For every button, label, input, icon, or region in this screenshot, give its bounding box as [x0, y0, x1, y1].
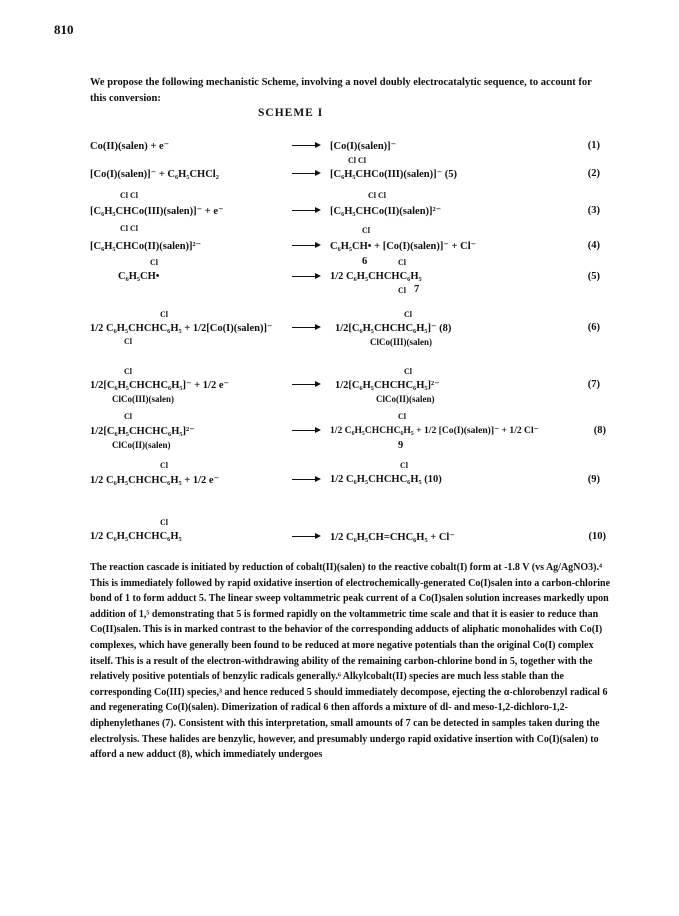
eq9-number: (9) — [587, 474, 600, 485]
eq7-number: (7) — [587, 379, 600, 390]
reaction-arrow-icon — [290, 531, 320, 542]
eq2-rhs: [C₆H₅CHCo(III)(salen)]⁻ (5) — [330, 169, 458, 180]
eq5-rhs-cl-substituent: Cl — [398, 258, 406, 267]
eq4-number: (4) — [587, 240, 600, 251]
eq7-lhs-clco3: ClCo(III)(salen) — [112, 394, 174, 404]
eq5-rhs: 1/2 C₆H₅CHCHC₆H₅ — [330, 271, 422, 282]
reaction-arrow-icon — [290, 425, 320, 436]
eq10-number: (10) — [588, 531, 606, 542]
compound-9-label: 9 — [398, 440, 404, 451]
eq5-lhs: C₆H₅CH• — [118, 271, 160, 282]
compound-7-label: 7 — [414, 284, 420, 295]
eq1-number: (1) — [587, 140, 600, 151]
eq9-rhs-cl-substituent: Cl — [400, 461, 408, 470]
eq4-lhs-cl-substituents: Cl Cl — [120, 224, 138, 233]
eq8-number: (8) — [593, 425, 606, 436]
eq9-rhs: 1/2 C₆H₅CHCHC₆H₅ (10) — [330, 474, 442, 485]
eq8-rhs-cl-substituent: Cl — [398, 412, 406, 421]
eq4-rhs: C₆H₅CH• + [Co(I)(salen)]⁻ + Cl⁻ — [330, 241, 477, 252]
page-number: 810 — [54, 22, 74, 37]
eq3-number: (3) — [587, 205, 600, 216]
eq6-rhs-cl-substituent: Cl — [404, 310, 412, 319]
eq10-lhs-cl-substituent: Cl — [160, 518, 168, 527]
eq5-number: (5) — [587, 271, 600, 282]
eq5-lhs-cl-substituent: Cl — [150, 258, 158, 267]
body-paragraph: The reaction cascade is initiated by reduction of cobalt(II)(salen) to the reactive cobalt(I) form at -1.8 V (vs Ag/AgNO3).⁴ This is immediately followed by rapid oxidative insertion of electrochemically-generated Co(I)salen into a carbon-chlorine bond of 1 to form adduct 5. The linear sweep voltammetric peak current of a Co(I)salen solution increases markedly upon addition of 1,⁵ demonstrating that 5 is formed rapidly on the voltammetric time scale and that it is easier to reduce than Co(II)salen. This is in marked contrast to the behavior of the corresponding adducts of aliphatic monohalides with Co(I) complexes, which have generally been found to be reduced at more negative potentials than the original Co(I) complex itself. This is a result of the electron-withdrawing ability of the remaining carbon-chlorine bond in 5, together with the relatively positive potentials of benzylic radicals generally.⁶ Alkylcobalt(II) species are much less stable than the corresponding Co(III) species,³ and hence reduced 5 should immediately decompose, ejecting the α-chlorobenzyl radical 6 and regenerating Co(I)(salen). Dimerization of radical 6 then affords a mixture of dl- and meso-1,2-dichloro-1,2-diphenylethanes (7). Consistent with this interpretation, small amounts of 7 can be detected in samples taken during the electrolysis. These halides are benzylic, however, and presumably undergo rapid oxidative insertion with Co(I)(salen) to afford a new adduct (8), which immediately undergoes — [90, 562, 611, 761]
eq8-lhs-clco2: ClCo(II)(salen) — [112, 440, 171, 450]
eq2-cl-substituents: Cl Cl — [348, 156, 366, 165]
eq7-rhs-cl-substituent: Cl — [404, 367, 412, 376]
compound-6-label: 6 — [362, 256, 368, 267]
eq10-rhs: 1/2 C₆H₅CH=CHC₆H₅ + Cl⁻ — [330, 532, 455, 543]
eq2-number: (2) — [587, 168, 600, 179]
reaction-arrow-icon — [290, 168, 320, 179]
eq6-lhs: 1/2 C₆H₅CHCHC₆H₅ + 1/2[Co(I)(salen)]⁻ — [90, 323, 273, 334]
eq9-lhs: 1/2 C₆H₅CHCHC₆H₅ + 1/2 e⁻ — [90, 475, 220, 486]
eq10-lhs: 1/2 C₆H₅CHCHC₆H₅ — [90, 531, 182, 542]
eq7-lhs-cl-substituent: Cl — [124, 367, 132, 376]
eq8-lhs: 1/2[C₆H₅CHCHC₆H₅]²⁻ — [90, 426, 195, 437]
reaction-arrow-icon — [290, 240, 320, 251]
reaction-arrow-icon — [290, 205, 320, 216]
eq3-lhs: [C₆H₅CHCo(III)(salen)]⁻ + e⁻ — [90, 206, 224, 217]
reaction-arrow-icon — [290, 271, 320, 282]
eq3-lhs-cl-substituents: Cl Cl — [120, 191, 138, 200]
eq9-lhs-cl-substituent: Cl — [160, 461, 168, 470]
eq1-lhs: Co(II)(salen) + e⁻ — [90, 141, 170, 152]
eq6-rhs-clco3: ClCo(III)(salen) — [370, 337, 432, 347]
intro-paragraph: We propose the following mechanistic Scheme, involving a novel doubly electrocatalytic sequence, to account for this conversion: — [90, 77, 592, 104]
eq3-rhs: [C₆H₅CHCo(II)(salen)]²⁻ — [330, 206, 442, 217]
eq8-lhs-cl-substituent: Cl — [124, 412, 132, 421]
eq4-lhs: [C₆H₅CHCo(II)(salen)]²⁻ — [90, 241, 202, 252]
eq1-rhs: [Co(I)(salen)]⁻ — [330, 141, 397, 152]
eq7-lhs: 1/2[C₆H₅CHCHC₆H₅]⁻ + 1/2 e⁻ — [90, 380, 230, 391]
eq7-rhs: 1/2[C₆H₅CHCHC₆H₅]²⁻ — [335, 380, 440, 391]
reaction-arrow-icon — [290, 322, 320, 333]
eq6-rhs: 1/2[C₆H₅CHCHC₆H₅]⁻ (8) — [335, 323, 452, 334]
eq7-rhs-clco2: ClCo(II)(salen) — [376, 394, 435, 404]
reaction-arrow-icon — [290, 379, 320, 390]
eq4-rhs-cl-substituent: Cl — [362, 226, 370, 235]
eq6-lhs-cl-lower: Cl — [124, 337, 132, 346]
eq2-lhs: [Co(I)(salen)]⁻ + C₆H₅CHCl₂ — [90, 169, 219, 180]
reaction-arrow-icon — [290, 140, 320, 151]
eq8-rhs: 1/2 C₆H₅CHCHC₆H₅ + 1/2 [Co(I)(salen)]⁻ + 1/2 Cl⁻ — [330, 425, 539, 436]
eq6-number: (6) — [587, 322, 600, 333]
eq5-rhs-cl-lower: Cl — [398, 286, 406, 295]
reaction-arrow-icon — [290, 474, 320, 485]
eq6-lhs-cl-substituent: Cl — [160, 310, 168, 319]
eq3-rhs-cl-substituents: Cl Cl — [368, 191, 386, 200]
scheme-title: SCHEME I — [258, 107, 324, 119]
